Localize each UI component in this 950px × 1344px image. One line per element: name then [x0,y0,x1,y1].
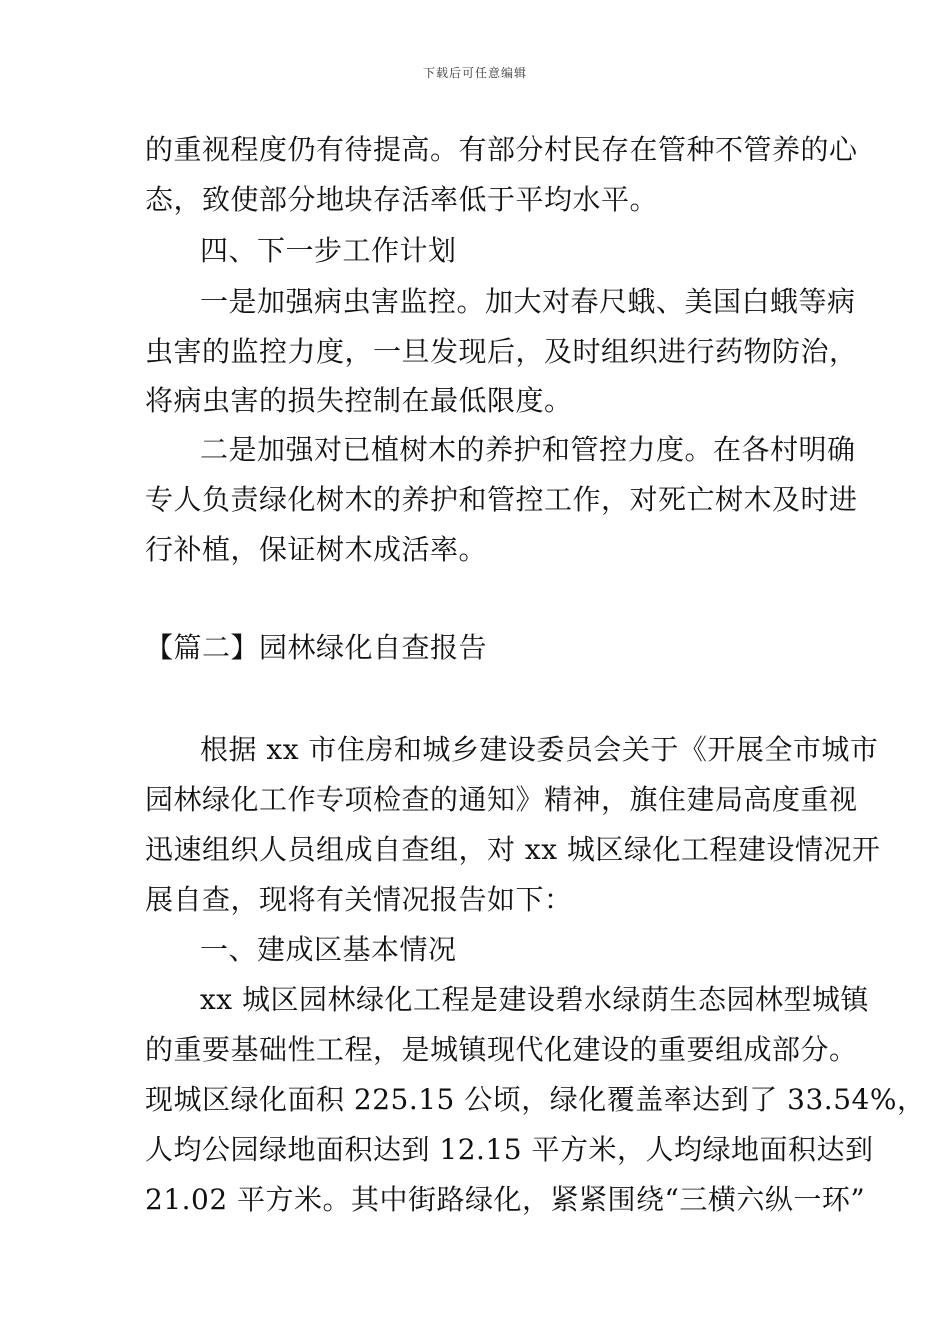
paragraph-line: 二是加强对已植树木的养护和管控力度。在各村明确 [200,433,856,466]
paragraph-line: 的重视程度仍有待提高。有部分村民存在管种不管养的心 [145,133,858,166]
section-heading: 四、下一步工作计划 [200,234,457,267]
paragraph-line: 虫害的监控力度，一旦发现后，及时组织进行药物防治， [145,335,858,368]
paragraph-line: 专人负责绿化树木的养护和管控工作，对死亡树木及时进 [145,483,858,516]
paragraph-line: 一是加强病虫害监控。加大对春尺蛾、美国白蛾等病 [200,285,856,318]
paragraph-line: 将病虫害的损失控制在最低限度。 [145,384,573,417]
section-heading: 一、建成区基本情况 [200,933,457,966]
paragraph-line: 现城区绿化面积 225.15 公顷，绿化覆盖率达到了 33.54%， [145,1083,926,1116]
paragraph-line: 展自查，现将有关情况报告如下： [145,883,573,916]
paragraph-line: 迅速组织人员组成自查组，对 xx 城区绿化工程建设情况开 [145,833,881,866]
paragraph-line: 行补植，保证树木成活率。 [145,533,488,566]
paragraph-line: xx 城区园林绿化工程是建设碧水绿荫生态园林型城镇 [200,983,869,1016]
paragraph-line: 的重要基础性工程，是城镇现代化建设的重要组成部分。 [145,1033,858,1066]
paragraph-line: 21.02 平方米。其中街路绿化，紧紧围绕“三横六纵一环” [145,1183,866,1216]
paragraph-line: 人均公园绿地面积达到 12.15 平方米，人均绿地面积达到 [145,1133,874,1166]
page-header: 下载后可任意编辑 [422,66,527,80]
article-title: 【篇二】园林绿化自查报告 [145,631,488,664]
paragraph-line: 态，致使部分地块存活率低于平均水平。 [145,183,659,216]
paragraph-line: 园林绿化工作专项检查的通知》精神，旗住建局高度重视 [145,783,858,816]
paragraph-line: 根据 xx 市住房和城乡建设委员会关于《开展全市城市 [200,733,879,766]
